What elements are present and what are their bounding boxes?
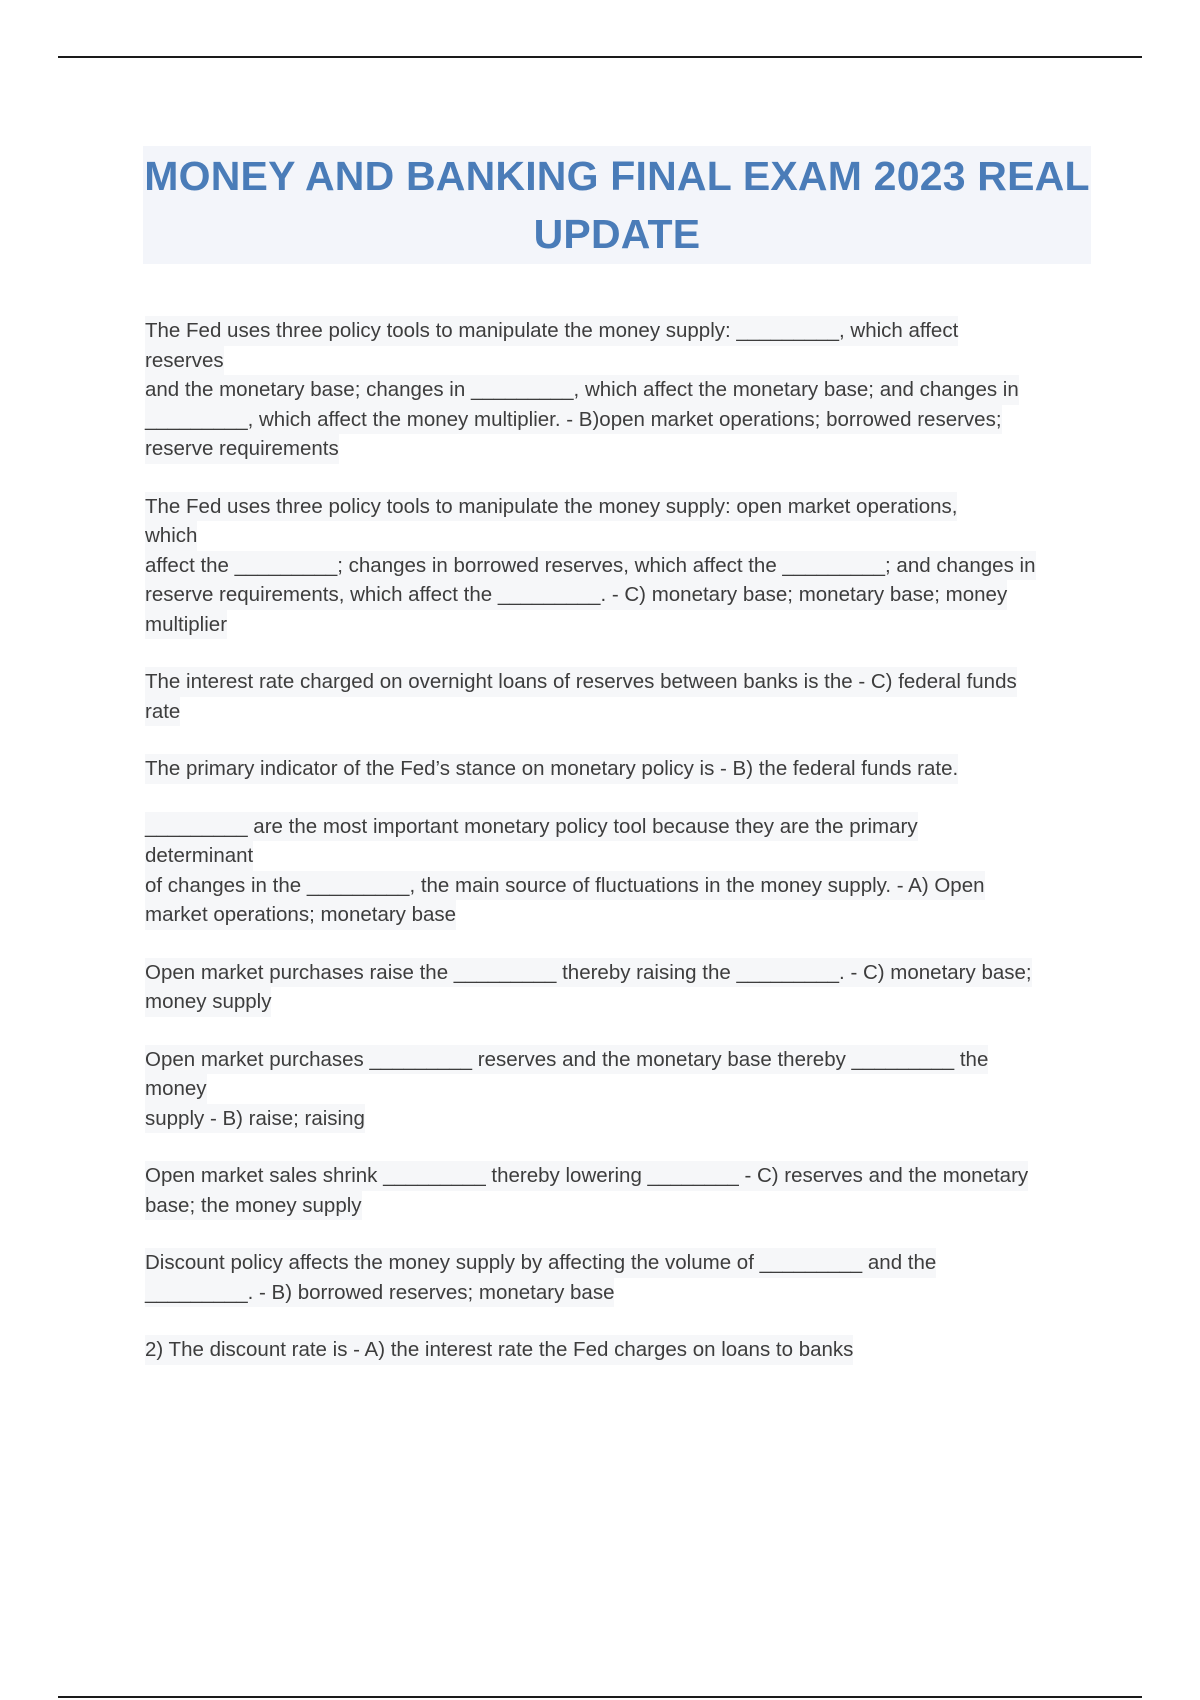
qa-item [145,667,1105,726]
question-answer-list [145,316,1105,1393]
title-line-1: MONEY AND BANKING FINAL EXAM 2023 REAL [144,153,1090,199]
qa-line: determinant [145,841,253,871]
qa-line: The Fed uses three policy tools to manipulate the money supply: _________, which affect [145,316,958,346]
qa-item [145,754,1105,784]
qa-line: which [145,521,197,551]
qa-line: reserves [145,346,224,376]
title-line-2: UPDATE [533,211,701,257]
qa-line: multiplier [145,610,227,640]
qa-item [145,1335,1105,1365]
qa-line: Open market sales shrink _________ thereby lowering ________ - C) reserves and the monetary [145,1161,1028,1191]
qa-item [145,958,1105,1017]
qa-item [145,316,1105,464]
page-title [144,147,1089,263]
qa-line: base; the money supply [145,1191,362,1221]
qa-item [145,1161,1105,1220]
qa-line: money supply [145,987,271,1017]
qa-item [145,812,1105,930]
qa-item [145,1248,1105,1307]
qa-item [145,492,1105,640]
qa-line: _________, which affect the money multiplier. - B)open market operations; borrowed reserves; [145,405,1002,435]
qa-line: supply - B) raise; raising [145,1104,365,1134]
qa-line: of changes in the _________, the main source of fluctuations in the money supply. - A) Open [145,871,985,901]
qa-line: affect the _________; changes in borrowed reserves, which affect the _________; and changes in [145,551,1036,581]
qa-line: Open market purchases raise the _________ thereby raising the _________. - C) monetary base; [145,958,1032,988]
qa-item [145,1045,1105,1134]
qa-line: reserve requirements [145,434,339,464]
qa-line: rate [145,697,180,727]
qa-line: Discount policy affects the money supply by affecting the volume of _________ and the [145,1248,936,1278]
bottom-rule [58,1696,1142,1698]
qa-line: The primary indicator of the Fed’s stance on monetary policy is - B) the federal funds rate. [145,754,958,784]
qa-line: money [145,1074,207,1104]
qa-line: reserve requirements, which affect the _________. - C) monetary base; monetary base; money [145,580,1007,610]
qa-line: 2) The discount rate is - A) the interest rate the Fed charges on loans to banks [145,1335,853,1365]
qa-line: The interest rate charged on overnight loans of reserves between banks is the - C) federal funds [145,667,1017,697]
qa-line: The Fed uses three policy tools to manipulate the money supply: open market operations, [145,492,957,522]
qa-line: Open market purchases _________ reserves and the monetary base thereby _________ the [145,1045,988,1075]
top-rule [58,56,1142,58]
qa-line: market operations; monetary base [145,900,456,930]
qa-line: _________. - B) borrowed reserves; monetary base [145,1278,614,1308]
qa-line: and the monetary base; changes in _________, which affect the monetary base; and changes in [145,375,1019,405]
qa-line: _________ are the most important monetary policy tool because they are the primary [145,812,918,842]
title-band [143,146,1091,264]
